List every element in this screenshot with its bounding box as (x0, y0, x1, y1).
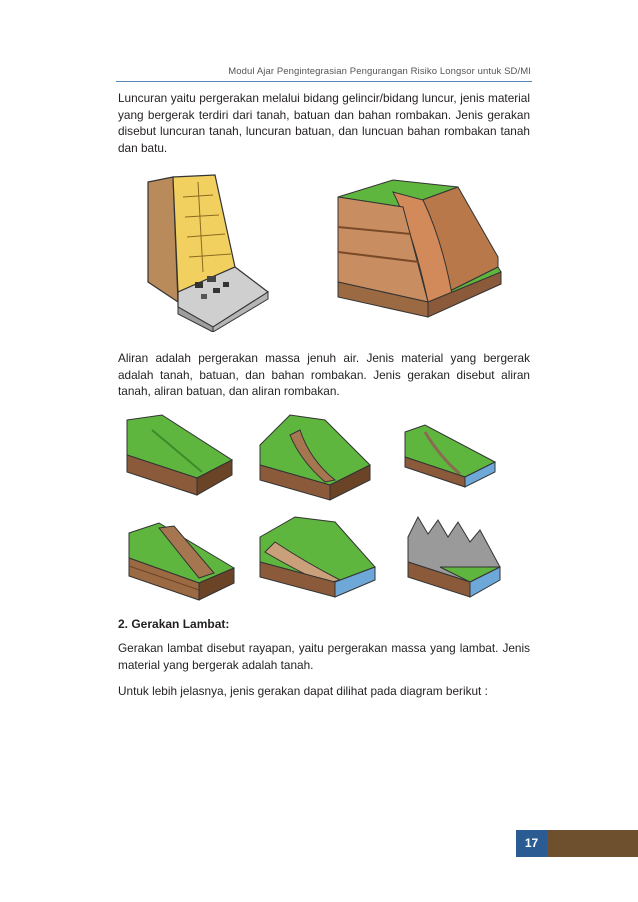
header-rule (116, 81, 532, 82)
paragraph-diagram-intro: Untuk lebih jelasnya, jenis gerakan dapat dilihat pada diagram berikut : (118, 684, 488, 698)
rock-avalanche-illustration (400, 512, 505, 602)
running-header: Modul Ajar Pengintegrasian Pengurangan Risiko Longsor untuk SD/MI (228, 66, 531, 77)
paragraph-gerakan-lambat: Gerakan lambat disebut rayapan, yaitu pergerakan massa yang lambat. Jenis material yang bergerak adalah tanah. (118, 641, 530, 672)
page-number: 17 (516, 830, 547, 857)
debris-flow-illustration-2 (255, 512, 380, 602)
earth-flow-illustration-2 (255, 410, 375, 505)
earth-flow-illustration-1 (122, 410, 237, 500)
section-title-gerakan-lambat: 2. Gerakan Lambat: (118, 617, 230, 631)
rock-flow-illustration (124, 518, 239, 603)
soil-slide-illustration (333, 172, 503, 322)
rock-slide-illustration (143, 172, 273, 332)
paragraph-aliran: Aliran adalah pergerakan massa jenuh air. Jenis material yang bergerak adalah tanah, batuan, dan bahan rombakan. Jenis gerakan disebut aliran tanah, aliran batuan, dan aliran rombakan. (118, 351, 530, 399)
paragraph-luncuran: Luncuran yaitu pergerakan melalui bidang gelincir/bidang luncur, jenis material yang bergerak terdiri dari tanah, batuan dan bahan rombakan. Jenis gerakan disebut luncuran tanah, luncuran batuan, dan luncuan bahan rombakan tanah dan batu. (118, 91, 530, 155)
footer-bar (547, 830, 638, 857)
debris-flow-illustration-1 (400, 422, 500, 492)
